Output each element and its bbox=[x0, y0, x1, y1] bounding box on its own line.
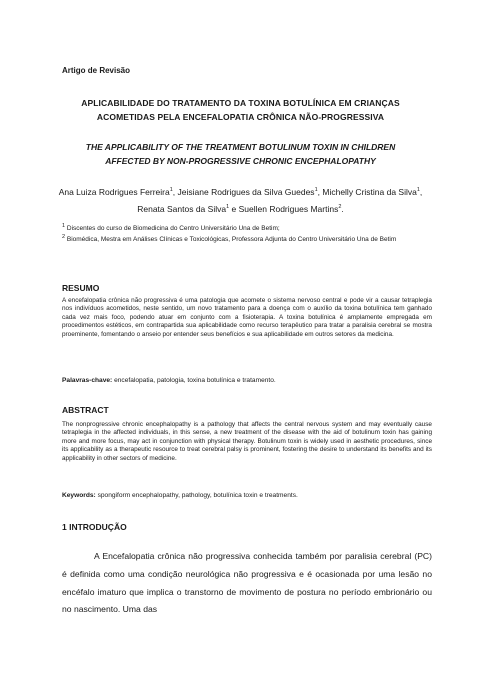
introduction-heading: 1 INTRODUÇÃO bbox=[62, 522, 127, 532]
author-conjunction: e bbox=[231, 204, 237, 214]
author-affiliation-mark: 2 bbox=[338, 204, 342, 211]
author-separator: , bbox=[317, 187, 320, 197]
title-portuguese bbox=[40, 96, 441, 124]
title-pt-line-1: APLICABILIDADE DO TRATAMENTO DA TOXINA BOTULÍNICA EM CRIANÇAS bbox=[81, 98, 400, 108]
author-separator: , bbox=[172, 187, 176, 197]
affiliation-number: 2 bbox=[62, 233, 66, 240]
author-affiliation-mark: 1 bbox=[169, 187, 173, 194]
abstract-heading: ABSTRACT bbox=[62, 405, 109, 415]
resumo-heading: RESUMO bbox=[62, 283, 100, 293]
affiliation-1 bbox=[62, 224, 432, 234]
keywords-en bbox=[62, 492, 432, 499]
author-name: Jeisiane Rodrigues da Silva Guedes bbox=[177, 187, 315, 197]
introduction-text: A Encefalopatia crônica não progressiva conhecida também por paralisia cerebral (PC) é definida como uma condição neurológica não progressiva e é ocasionada por uma lesão no encéfalo imaturo que implica o transtorno de movimento de postura no período embrionário ou no nascimento. Uma das bbox=[62, 551, 432, 615]
article-type-label: Artigo de Revisão bbox=[62, 66, 131, 75]
title-english bbox=[40, 140, 441, 168]
author-name: Ana Luiza Rodrigues Ferreira bbox=[58, 187, 170, 197]
keywords-pt-list: encefalopatia, patologia, toxina botulínica e tratamento. bbox=[114, 377, 276, 384]
title-en-line-2: AFFECTED BY NON-PROGRESSIVE CHRONIC ENCEPHALOPATHY bbox=[105, 156, 376, 166]
keywords-pt bbox=[62, 377, 432, 384]
affiliation-2 bbox=[62, 235, 432, 245]
author-affiliation-mark: 1 bbox=[226, 204, 230, 211]
keywords-en-list: spongiform encephalopathy, pathology, botulínica toxin e treatments. bbox=[97, 492, 298, 499]
affiliation-text: Discentes do curso de Biomedicina do Centro Universitário Una de Betim; bbox=[66, 225, 280, 232]
affiliation-number: 1 bbox=[62, 222, 66, 229]
resumo-text: A encefalopatia crônica não progressiva é uma patologia que acomete o sistema nervoso central e pode vir a causar tetraplegia nos indivíduos acometidos, neste sentido, um novo tratamento para a doença com o auxílio da toxina botulínica tem ganhado cada vez mais foco, podendo atuar em conjunto com a fisioterapia. A toxina botulínica é amplamente empregada em procedimentos estéticos, em contrapartida sua aplicabilidade como recurso terapêutico para tratar a paralisia cerebral se mostra proeminente, fomentando o anseio por entender seus benefícios e sua aplicabilidade em outros setores da medicina. bbox=[62, 297, 432, 338]
title-pt-line-2: ACOMETIDAS PELA ENCEFALOPATIA CRÔNICA NÃO-PROGRESSIVA bbox=[96, 112, 385, 122]
author-affiliation-mark: 1 bbox=[416, 187, 420, 194]
keywords-pt-label: Palavras-chave: bbox=[62, 377, 113, 384]
abstract-text: The nonprogressive chronic encephalopathy is a pathology that affects the central nervous system and may eventually cause tetraplegia in the affected individuals, in this sense, a new treatment of the disease with the aid of botulinum toxin has gaining more and more focus, may act in conjunction with physical therapy. Botulinum toxin is widely used in aesthetic procedures, since its applicability as a therapeutic resource to treat cerebral palsy is prominent, fostering the desire to understand its benefits and its applicability in other sectors of medicine. bbox=[62, 421, 432, 462]
title-en-line-1: THE APPLICABILITY OF THE TREATMENT BOTULINUM TOXIN IN CHILDREN bbox=[85, 142, 396, 152]
author-name: Renata Santos da Silva bbox=[137, 204, 227, 214]
affiliation-text: Biomédica, Mestra em Análises Clínicas e Toxicológicas, Professora Adjunta do Centro Universitário Una de Betim bbox=[66, 236, 397, 243]
author-name: Suellen Rodrigues Martins bbox=[238, 204, 339, 214]
author-affiliation-mark: 1 bbox=[314, 187, 318, 194]
author-separator: , bbox=[419, 187, 423, 197]
keywords-en-label: Keywords: bbox=[62, 492, 96, 499]
author-list: Ana Luiza Rodrigues Ferreira$^1$, Jeisiane Rodrigues da Silva Guedes$^1$, Michelly Cristina da Silva$^1$, Renata Santos da Silva$^1$ e Suellen Rodrigues Martins$^2$. bbox=[58, 187, 423, 214]
author-name: Michelly Cristina da Silva bbox=[322, 187, 417, 197]
